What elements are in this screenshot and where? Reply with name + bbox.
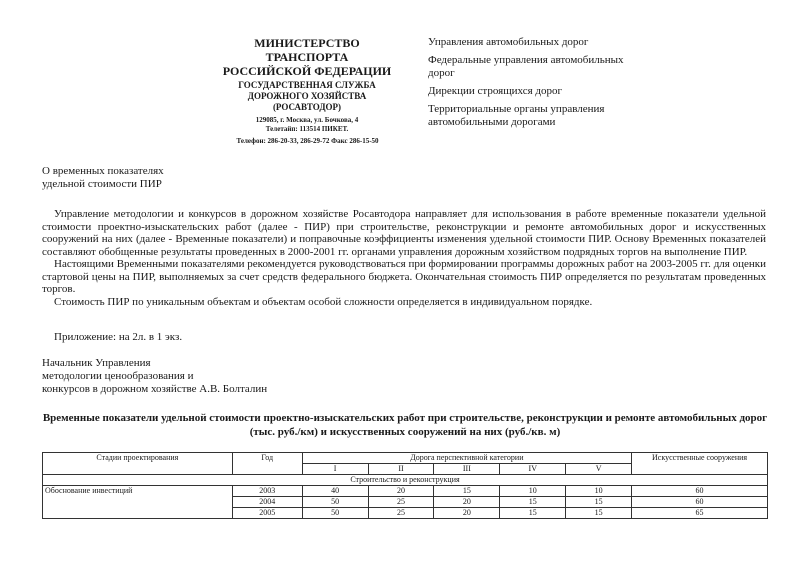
category-cell: III: [434, 464, 500, 475]
teletype: Телетайп: 113514 ПИКЕТ.: [265, 125, 349, 133]
table-row: [43, 486, 768, 497]
table-title: Временные показатели удельной стоимости проектно-изыскательских работ при строительстве, реконструкции и ремонте автомобильных дорог (тыс. руб./км) и искусственных сооружений на них (руб./кв. м): [42, 412, 768, 438]
address: 129085, г. Москва, ул. Бочкова, 4: [255, 116, 359, 124]
value-cell: 25: [368, 497, 434, 508]
section-row: [43, 475, 768, 486]
value-cell: 25: [368, 508, 434, 519]
category-cell: I: [302, 464, 368, 475]
structures-cell: 60: [632, 497, 768, 508]
year-cell: 2003: [232, 486, 302, 497]
category-cell: II: [368, 464, 434, 475]
address-block: [222, 116, 392, 134]
paragraph: Стоимость ПИР по уникальным объектам и объектам особой сложности определяется в индивидуальном порядке.: [54, 295, 593, 308]
subject-line: удельной стоимости ПИР: [42, 178, 162, 190]
signature-line: Начальник Управления: [42, 357, 151, 369]
recipient: Дирекции строящихся дорог: [428, 85, 563, 97]
signature-line: конкурсов в дорожном хозяйстве А.В. Болталин: [42, 383, 268, 395]
value-cell: 50: [302, 497, 368, 508]
value-cell: 15: [500, 508, 566, 519]
value-cell: 20: [434, 508, 500, 519]
value-cell: 20: [368, 486, 434, 497]
value-cell: 15: [434, 486, 500, 497]
value-cell: 40: [302, 486, 368, 497]
table-row: [43, 497, 768, 508]
subject-line: О временных показателях: [42, 165, 164, 177]
recipients-list: [428, 36, 648, 134]
value-cell: 15: [500, 497, 566, 508]
recipient: Территориальные органы управления автомобильными дорогами: [428, 103, 605, 128]
signature-block: [42, 357, 392, 396]
header-stage: Стадии проектирования: [43, 453, 233, 475]
recipient: Управления автомобильных дорог: [428, 36, 589, 48]
subject: [42, 165, 302, 191]
paragraph: Настоящими Временными показателями рекомендуется руководствоваться при формировании программы дорожных работ на 2003-2005 гг. для оценки стартовой цены на ПИР, выполняемых за счет средств федерального бюджета. Окончательная стоимость ПИР определяется по результатам проведенных торгов.: [42, 258, 766, 295]
stage-cell: [43, 497, 233, 508]
year-cell: 2005: [232, 508, 302, 519]
value-cell: 10: [566, 486, 632, 497]
phone-fax: Телефон: 286-20-33, 286-29-72 Факс 286-15-50: [236, 137, 379, 145]
section-label: Строительство и реконструкция: [43, 475, 768, 486]
recipient: Федеральные управления автомобильных дорог: [428, 54, 624, 79]
structures-cell: 65: [632, 508, 768, 519]
header-structures: Искусственные сооружения: [632, 453, 768, 475]
stage-cell: [43, 508, 233, 519]
stage-cell: Обоснование инвестиций: [43, 486, 233, 497]
table-header-row: [43, 453, 768, 464]
category-cell: V: [566, 464, 632, 475]
service-name: ГОСУДАРСТВЕННАЯ СЛУЖБА ДОРОЖНОГО ХОЗЯЙСТВА (РОСАВТОДОР): [238, 80, 376, 112]
year-cell: 2004: [232, 497, 302, 508]
header-road: Дорога перспективной категории: [302, 453, 631, 464]
letter-body: [42, 208, 766, 308]
table-row: [43, 508, 768, 519]
value-cell: 15: [566, 497, 632, 508]
attachment-note: Приложение: на 2л. в 1 экз.: [54, 331, 183, 343]
ministry-name: МИНИСТЕРСТВО ТРАНСПОРТА РОССИЙСКОЙ ФЕДЕРАЦИИ: [222, 36, 392, 78]
structures-cell: 60: [632, 486, 768, 497]
paragraph: Управление методологии и конкурсов в дорожном хозяйстве Росавтодора направляет для использования в работе временные показатели удельной стоимости проектно-изыскательских работ (далее - ПИР) при строительстве, реконструкции и ремонте автомобильных дорог и искусственных сооружений на них (далее - Временные показатели) и поправочные коэффициенты изменения удельной стоимости ПИР. Основу Временных показателей составляют обобщенные результаты проведенных в 2000-2001 гг. органами управления дорожным хозяйством подрядных торгов на выполнение ПИР.: [42, 208, 766, 258]
value-cell: 15: [566, 508, 632, 519]
category-cell: IV: [500, 464, 566, 475]
value-cell: 50: [302, 508, 368, 519]
value-cell: 10: [500, 486, 566, 497]
cost-table: [42, 452, 768, 519]
signature-line: методологии ценообразования и: [42, 370, 194, 382]
header-year: Год: [232, 453, 302, 475]
value-cell: 20: [434, 497, 500, 508]
